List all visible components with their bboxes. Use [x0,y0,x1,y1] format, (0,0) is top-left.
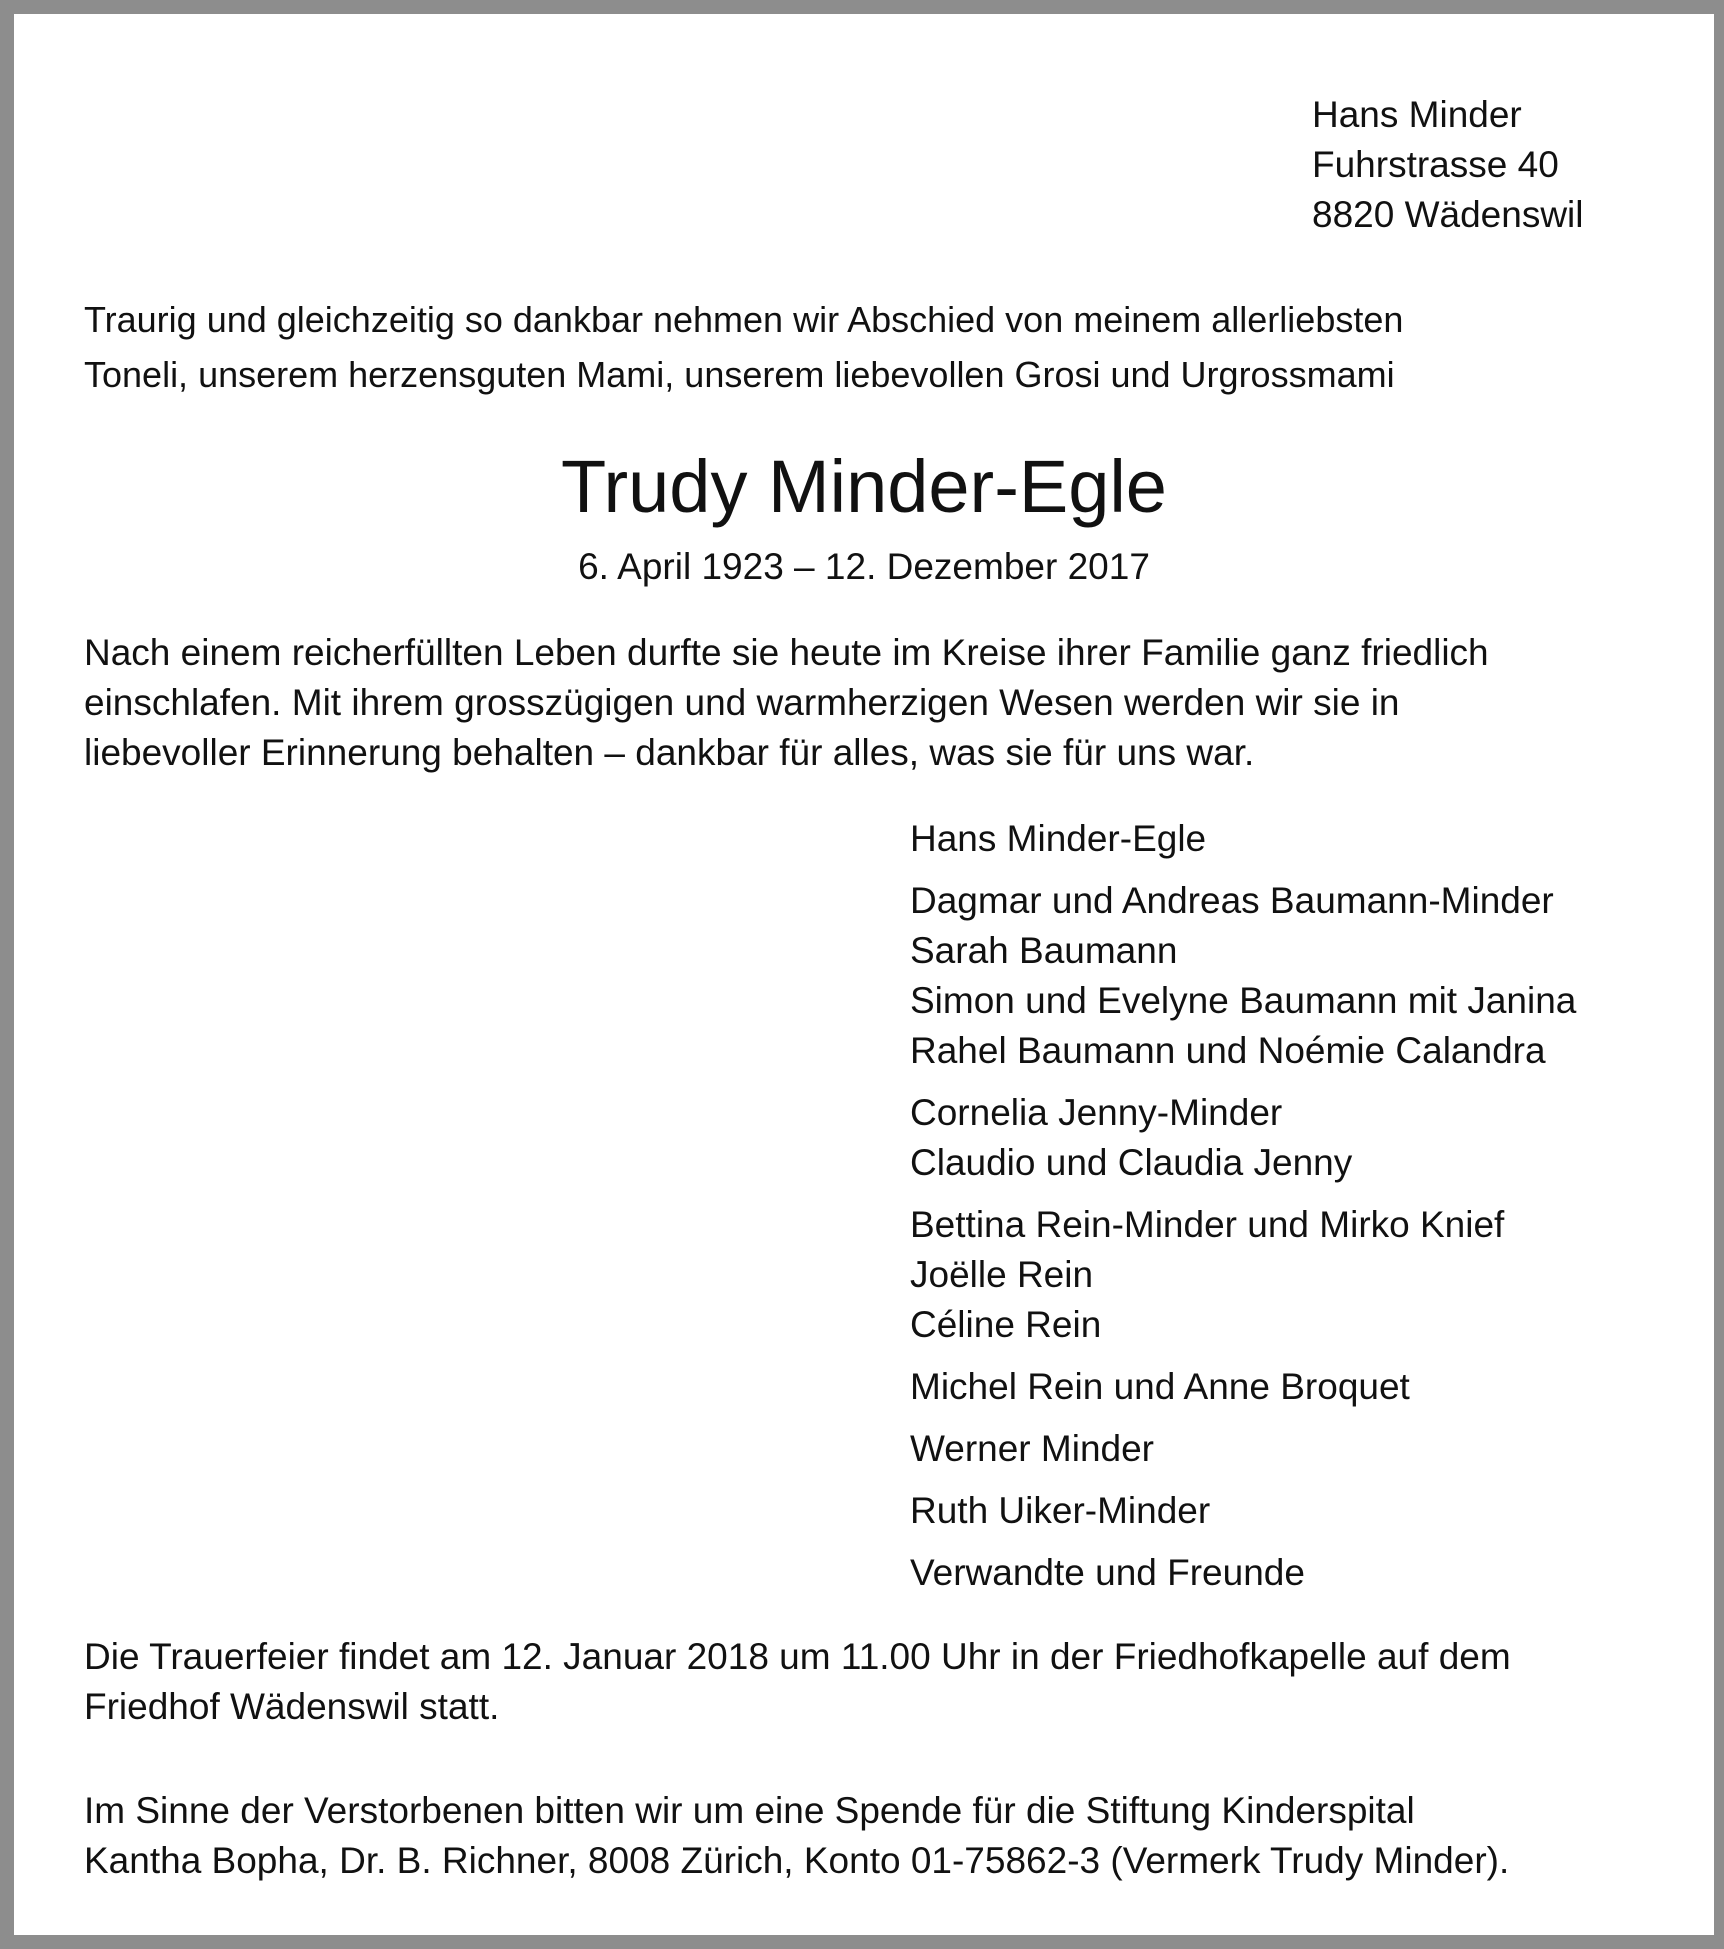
memorial-line: Nach einem reicherfüllten Leben durfte sie heute im Kreise ihrer Familie ganz friedlich [84,632,1489,673]
memorial-line: liebevoller Erinnerung behalten – dankbar für alles, was sie für uns war. [84,732,1255,773]
deceased-name: Trudy Minder-Egle [561,445,1167,528]
donation-notice [84,1786,1509,1886]
mourner-group [910,1200,1576,1350]
mourner-group [910,1362,1576,1412]
sender-city: 8820 Wädenswil [1312,194,1584,235]
mourner-name: Simon und Evelyne Baumann mit Janina [910,980,1577,1021]
funeral-line: Friedhof Wädenswil statt. [84,1686,500,1727]
funeral-line: Die Trauerfeier findet am 12. Januar 2018 um 11.00 Uhr in der Friedhofkapelle auf dem [84,1636,1511,1677]
mourner-name: Joëlle Rein [910,1254,1094,1295]
mourner-name: Céline Rein [910,1304,1102,1345]
mourner-name: Ruth Uiker-Minder [910,1490,1211,1531]
sender-name: Hans Minder [1312,94,1522,135]
mourner-name: Cornelia Jenny-Minder [910,1092,1283,1133]
donation-line: Kantha Bopha, Dr. B. Richner, 8008 Zürich, Konto 01-75862-3 (Vermerk Trudy Minder). [84,1840,1510,1881]
mourner-group [910,1088,1576,1188]
mourner-group [910,876,1576,1076]
mourners-list [910,814,1576,1610]
mourner-group [910,814,1576,864]
mourner-group [910,1424,1576,1474]
life-dates: 6. April 1923 – 12. Dezember 2017 [578,546,1150,587]
mourner-name: Bettina Rein-Minder und Mirko Knief [910,1204,1505,1245]
mourner-name: Sarah Baumann [910,930,1178,971]
funeral-notice [84,1632,1511,1732]
mourner-name: Rahel Baumann und Noémie Calandra [910,1030,1546,1071]
mourner-name: Werner Minder [910,1428,1155,1469]
mourner-group [910,1486,1576,1536]
memorial-line: einschlafen. Mit ihrem grosszügigen und warmherzigen Wesen werden wir sie in [84,682,1400,723]
intro-text [84,292,1403,402]
sender-street: Fuhrstrasse 40 [1312,144,1559,185]
intro-line: Toneli, unserem herzensguten Mami, unserem liebevollen Grosi und Urgrossmami [84,354,1395,395]
mourner-name: Dagmar und Andreas Baumann-Minder [910,880,1554,921]
mourner-name: Michel Rein und Anne Broquet [910,1366,1410,1407]
mourner-name: Claudio und Claudia Jenny [910,1142,1353,1183]
donation-line: Im Sinne der Verstorbenen bitten wir um eine Spende für die Stiftung Kinderspital [84,1790,1415,1831]
mourner-name: Hans Minder-Egle [910,818,1207,859]
memorial-text [84,628,1489,778]
sender-address [1312,90,1583,240]
mourner-name: Verwandte und Freunde [910,1552,1305,1593]
mourner-group [910,1548,1576,1598]
obituary-page [14,14,1714,1935]
intro-line: Traurig und gleichzeitig so dankbar nehmen wir Abschied von meinem allerliebsten [84,299,1404,340]
